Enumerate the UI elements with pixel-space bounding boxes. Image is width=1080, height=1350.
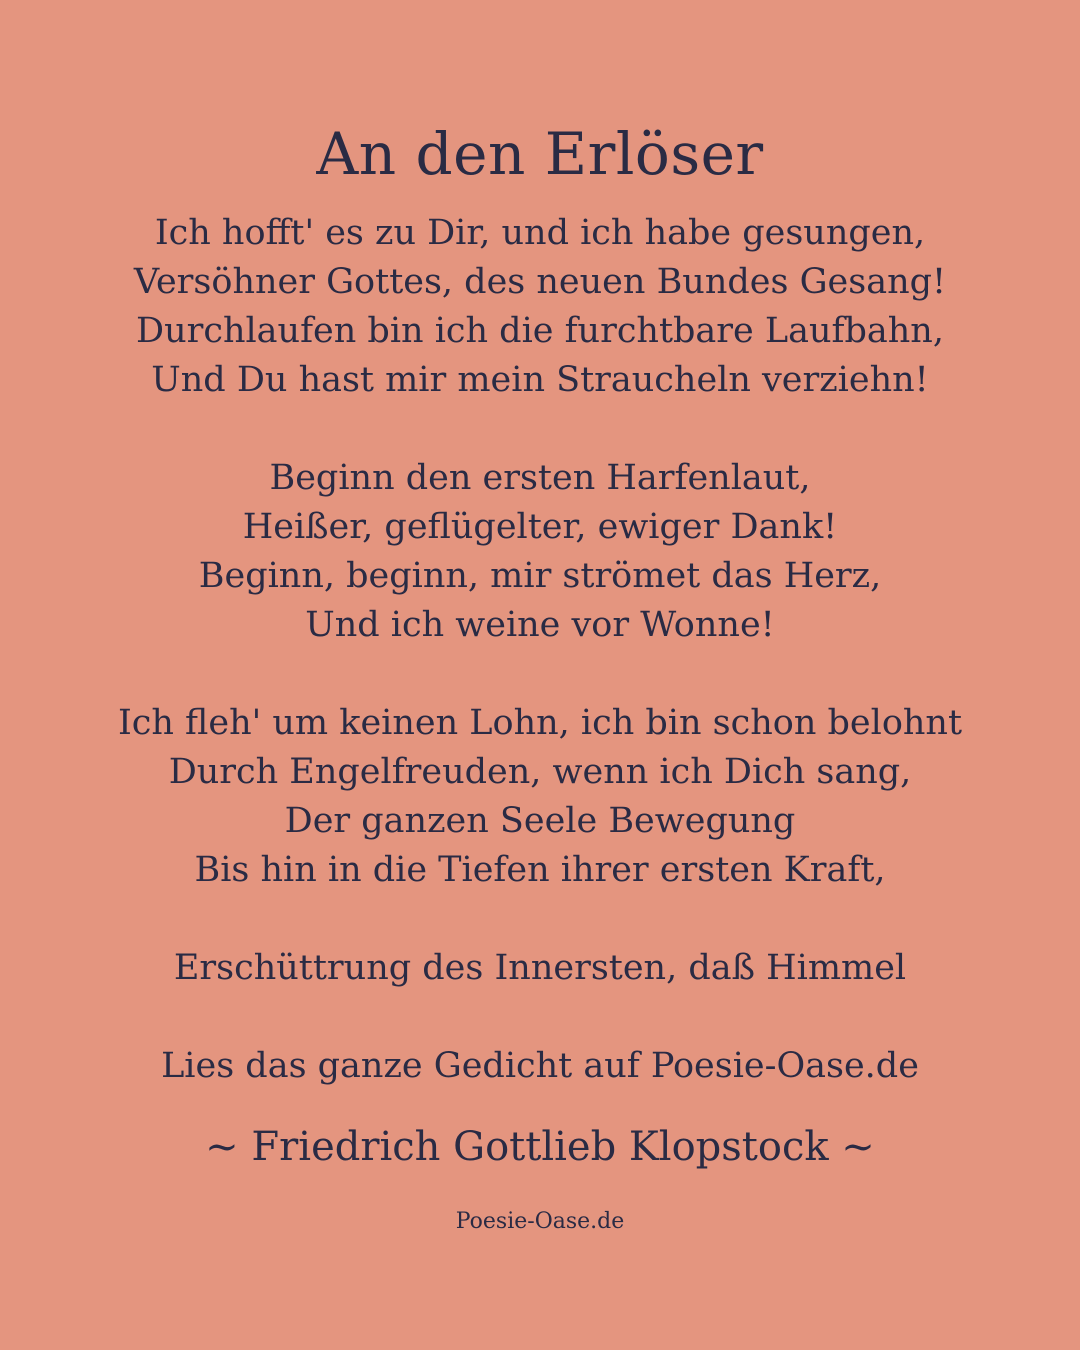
stanza-2-line-4: Und ich weine vor Wonne!	[305, 605, 775, 645]
site-watermark: Poesie-Oase.de	[455, 1209, 625, 1234]
stanza-1-line-2: Versöhner Gottes, des neuen Bundes Gesang!	[133, 262, 947, 302]
stanza-3-line-3: Der ganzen Seele Bewegung	[284, 801, 796, 841]
stanza-1-line-1: Ich hofft' es zu Dir, und ich habe gesungen,	[154, 213, 926, 253]
stanza-3	[0, 699, 1080, 895]
stanza-3-line-2: Durch Engelfreuden, wenn ich Dich sang,	[168, 752, 912, 792]
stanza-1-line-3: Durchlaufen bin ich die furchtbare Laufbahn,	[136, 311, 944, 351]
stanza-1	[0, 209, 1080, 405]
read-full-poem-text: Lies das ganze Gedicht auf Poesie-Oase.de	[161, 1046, 919, 1086]
stanza-1-line-4: Und Du hast mir mein Straucheln verziehn!	[151, 360, 929, 400]
stanza-3-line-4: Bis hin in die Tiefen ihrer ersten Kraft,	[194, 850, 886, 890]
stanza-4	[0, 944, 1080, 993]
author-name: ~ Friedrich Gottlieb Klopstock ~	[205, 1124, 875, 1170]
stanza-2-line-2: Heißer, geflügelter, ewiger Dank!	[242, 507, 838, 547]
stanza-3-line-1: Ich fleh' um keinen Lohn, ich bin schon belohnt	[117, 703, 963, 743]
stanza-2	[0, 454, 1080, 650]
stanza-2-line-1: Beginn den ersten Harfenlaut,	[269, 458, 811, 498]
stanza-4-line-1: Erschüttrung des Innersten, daß Himmel	[173, 948, 907, 988]
stanza-2-line-3: Beginn, beginn, mir strömet das Herz,	[198, 556, 882, 596]
poem-title: An den Erlöser	[316, 120, 764, 188]
